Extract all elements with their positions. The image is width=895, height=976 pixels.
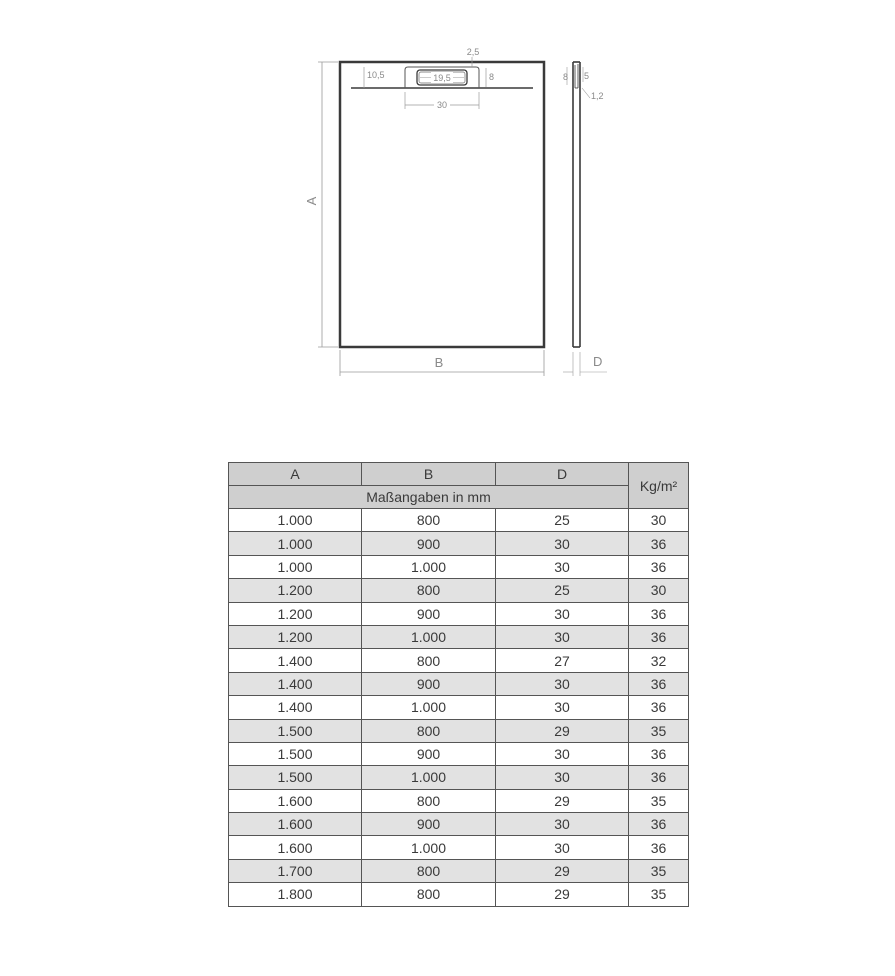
cell-weight: 36 <box>629 742 689 765</box>
cell-weight: 30 <box>629 579 689 602</box>
cell-weight: 35 <box>629 719 689 742</box>
cell-d: 30 <box>496 836 629 859</box>
column-header-d: D <box>496 463 629 486</box>
table-row <box>229 766 689 789</box>
cell-b: 900 <box>362 742 496 765</box>
cell-a: 1.200 <box>229 625 362 648</box>
table-row <box>229 836 689 859</box>
cell-d: 25 <box>496 509 629 532</box>
column-header-weight: Kg/m² <box>629 463 689 509</box>
dimension-a-label: A <box>304 196 319 206</box>
cell-a: 1.400 <box>229 672 362 695</box>
cell-weight: 36 <box>629 532 689 555</box>
cell-d: 29 <box>496 789 629 812</box>
table-row <box>229 649 689 672</box>
cell-weight: 35 <box>629 789 689 812</box>
table-body <box>229 509 689 907</box>
cell-weight: 36 <box>629 625 689 648</box>
cell-a: 1.400 <box>229 696 362 719</box>
side-height-label: 8 <box>563 72 569 82</box>
table-row <box>229 625 689 648</box>
cell-b: 1.000 <box>362 766 496 789</box>
cell-b: 800 <box>362 719 496 742</box>
cell-a: 1.400 <box>229 649 362 672</box>
dimension-drain-offset-label: 10,5 <box>367 70 385 80</box>
cell-b: 800 <box>362 649 496 672</box>
table-row <box>229 789 689 812</box>
cell-b: 1.000 <box>362 696 496 719</box>
cell-a: 1.000 <box>229 532 362 555</box>
cell-b: 1.000 <box>362 555 496 578</box>
cell-b: 800 <box>362 883 496 906</box>
cell-a: 1.600 <box>229 789 362 812</box>
cell-b: 900 <box>362 813 496 836</box>
cell-a: 1.600 <box>229 836 362 859</box>
cell-d: 29 <box>496 719 629 742</box>
cell-d: 30 <box>496 742 629 765</box>
cell-d: 30 <box>496 813 629 836</box>
cell-d: 30 <box>496 602 629 625</box>
cell-weight: 36 <box>629 555 689 578</box>
table-row <box>229 813 689 836</box>
cell-d: 30 <box>496 555 629 578</box>
cell-d: 25 <box>496 579 629 602</box>
table-row <box>229 696 689 719</box>
cell-weight: 36 <box>629 766 689 789</box>
dimension-drain-height-label: 8 <box>489 72 495 82</box>
cell-a: 1.600 <box>229 813 362 836</box>
cell-a: 1.200 <box>229 579 362 602</box>
cell-a: 1.700 <box>229 859 362 882</box>
table-row <box>229 602 689 625</box>
column-header-b: B <box>362 463 496 486</box>
cell-d: 30 <box>496 672 629 695</box>
units-subheader: Maßangaben in mm <box>229 486 629 509</box>
dimension-b-label: B <box>434 355 444 370</box>
cell-b: 800 <box>362 859 496 882</box>
cell-b: 800 <box>362 579 496 602</box>
cell-d: 30 <box>496 696 629 719</box>
dimension-drain-frame-label: 30 <box>436 100 448 110</box>
table-row <box>229 859 689 882</box>
cell-b: 900 <box>362 672 496 695</box>
cell-b: 900 <box>362 602 496 625</box>
side-dimensions <box>563 67 607 376</box>
table-row <box>229 719 689 742</box>
table-row <box>229 579 689 602</box>
dimension-drain-gap-label: 2,5 <box>466 47 480 57</box>
cell-a: 1.500 <box>229 742 362 765</box>
cell-a: 1.000 <box>229 509 362 532</box>
table-row <box>229 742 689 765</box>
cell-weight: 36 <box>629 602 689 625</box>
cell-a: 1.200 <box>229 602 362 625</box>
cell-d: 27 <box>496 649 629 672</box>
cell-d: 30 <box>496 625 629 648</box>
dimensions-table <box>228 462 689 907</box>
cell-d: 30 <box>496 766 629 789</box>
cell-weight: 36 <box>629 813 689 836</box>
cell-weight: 36 <box>629 696 689 719</box>
table-row <box>229 532 689 555</box>
cell-a: 1.800 <box>229 883 362 906</box>
cell-b: 1.000 <box>362 625 496 648</box>
dimension-drain-width-label: 19,5 <box>433 73 451 83</box>
cell-a: 1.000 <box>229 555 362 578</box>
cell-a: 1.500 <box>229 766 362 789</box>
cell-b: 1.000 <box>362 836 496 859</box>
side-lip-label: 1,2 <box>591 91 604 101</box>
cell-weight: 32 <box>629 649 689 672</box>
cell-d: 29 <box>496 883 629 906</box>
cell-b: 800 <box>362 509 496 532</box>
table-row <box>229 672 689 695</box>
cell-b: 900 <box>362 532 496 555</box>
cell-weight: 36 <box>629 836 689 859</box>
dimension-d-label: D <box>593 354 603 369</box>
cell-weight: 35 <box>629 859 689 882</box>
side-profile <box>573 62 580 347</box>
table-row <box>229 555 689 578</box>
cell-d: 30 <box>496 532 629 555</box>
cell-weight: 36 <box>629 672 689 695</box>
shower-tray-technical-drawing <box>0 0 895 440</box>
cell-weight: 30 <box>629 509 689 532</box>
cell-d: 29 <box>496 859 629 882</box>
column-header-a: A <box>229 463 362 486</box>
cell-b: 800 <box>362 789 496 812</box>
cell-weight: 35 <box>629 883 689 906</box>
cell-a: 1.500 <box>229 719 362 742</box>
table-row <box>229 509 689 532</box>
side-inner-label: 5 <box>584 71 590 81</box>
table-row <box>229 883 689 906</box>
dimension-a <box>318 62 338 347</box>
